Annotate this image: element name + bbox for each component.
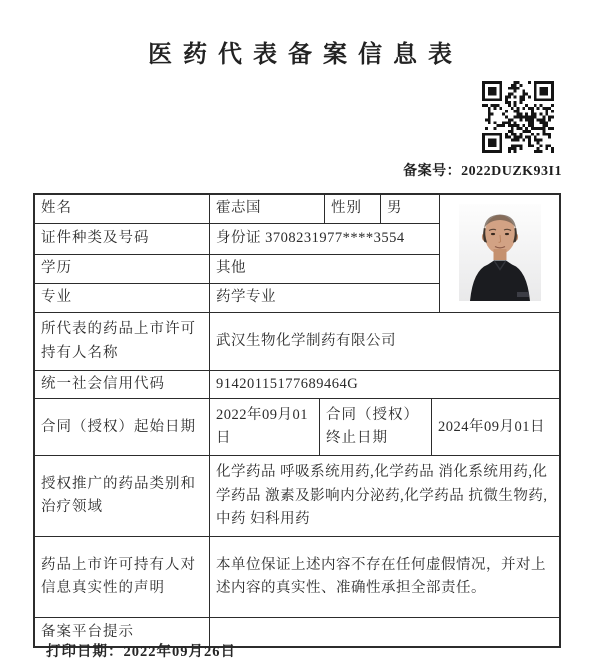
table-row-id — [35, 223, 439, 254]
portrait-image — [459, 204, 541, 301]
table-row-contract — [35, 398, 559, 455]
mah-value: 武汉生物化学制药有限公司 — [209, 313, 559, 370]
uscc-value: 91420115177689464G — [209, 371, 559, 398]
id-type-value: 身份证 3708231977****3554 — [209, 224, 439, 254]
table-row-education — [35, 254, 439, 283]
major-label: 专业 — [41, 289, 72, 306]
portrait-photo — [439, 195, 559, 312]
filing-number — [403, 160, 562, 180]
education-value: 其他 — [209, 255, 439, 283]
statement-label: 药品上市许可持有人对信息真实性的声明 — [41, 557, 196, 597]
categories-label: 授权推广的药品类别和治疗领域 — [41, 476, 196, 516]
filing-number-value: 2022DUZK93I1 — [461, 164, 562, 179]
filing-number-label: 备案号： — [403, 164, 462, 179]
contract-end-label: 合同（授权）终止日期 — [319, 399, 431, 455]
gender-label: 性别 — [324, 195, 380, 223]
table-row-uscc — [35, 370, 559, 398]
gender-value: 男 — [380, 195, 439, 223]
education-label: 学历 — [41, 260, 72, 277]
table-row-statement — [35, 536, 559, 617]
contract-start-value: 2022年09月01日 — [209, 399, 319, 455]
categories-value: 化学药品 呼吸系统用药,化学药品 消化系统用药,化学药品 激素及影响内分泌药,化学药品 抗微生物药,中药 妇科用药 — [209, 456, 559, 536]
filing-table — [33, 193, 561, 648]
personal-info-section — [35, 195, 559, 312]
id-type-label: 证件种类及号码 — [41, 230, 150, 247]
form-title: 医药代表备案信息表 — [148, 42, 463, 68]
mah-label: 所代表的药品上市许可持有人名称 — [41, 321, 196, 361]
contract-end-value: 2024年09月01日 — [431, 399, 559, 455]
print-date: 打印日期：2022年09月26日 — [46, 644, 236, 660]
name-value: 霍志国 — [209, 195, 324, 223]
name-label: 姓名 — [41, 200, 72, 217]
table-row-major — [35, 283, 439, 312]
platform-note-value — [209, 618, 559, 646]
qr-code-icon — [482, 81, 554, 153]
table-row-name — [35, 195, 439, 223]
contract-start-label: 合同（授权）起始日期 — [41, 418, 196, 435]
platform-note-label: 备案平台提示 — [41, 623, 134, 640]
major-value: 药学专业 — [209, 284, 439, 312]
document-page — [0, 34, 600, 664]
uscc-label: 统一社会信用代码 — [41, 376, 165, 392]
statement-value: 本单位保证上述内容不存在任何虚假情况，并对上述内容的真实性、准确性承担全部责任。 — [209, 537, 559, 617]
table-row-mah — [35, 312, 559, 370]
table-row-categories — [35, 455, 559, 536]
